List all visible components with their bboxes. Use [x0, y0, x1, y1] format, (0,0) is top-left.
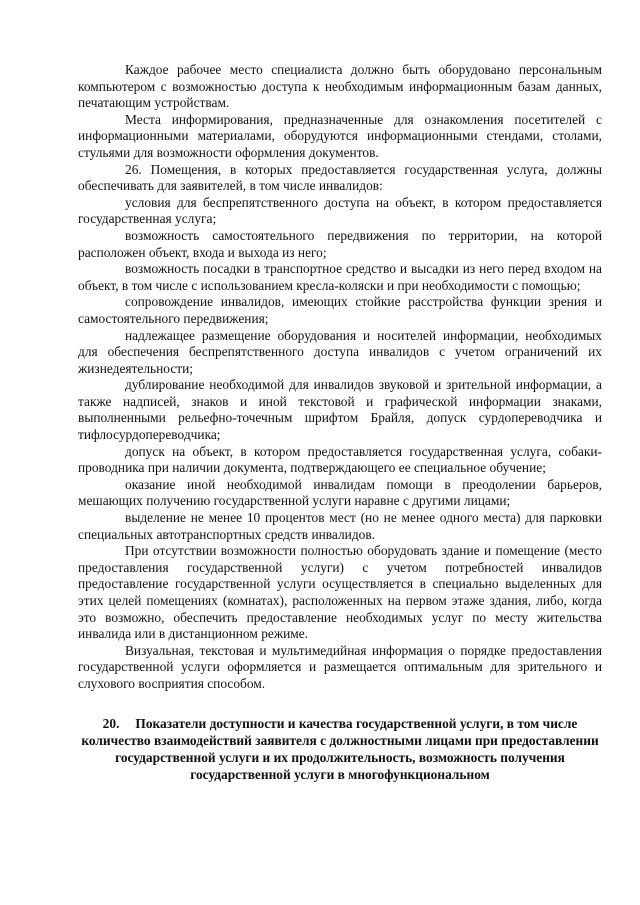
- list-item-parking: выделение не менее 10 процентов мест (но не менее одного места) для парковки специальных автотранспортных средств инвалидов.: [78, 510, 602, 542]
- paragraph-info-places: Места информирования, предназначенные для ознакомления посетителей с информационными материалами, оборудуются информационными стендами, столами, стульями для возможности оформления документов.: [78, 111, 602, 160]
- list-item-access-conditions: условия для беспрепятственного доступа на объект, в котором предоставляется государственная услуга;: [78, 194, 602, 227]
- section-heading-20: [78, 715, 602, 784]
- list-item-movement: возможность самостоятельного передвижения по территории, на которой расположен объект, входа и выхода из него;: [78, 227, 602, 260]
- paragraph-26: 26. Помещения, в которых предоставляется государственная услуга, должны обеспечивать для заявителей, в том числе инвалидов:: [78, 161, 602, 194]
- list-item-duplication: дублирование необходимой для инвалидов звуковой и зрительной информации, а также надписей, знаков и иной текстовой и графической информации знаками, выполненными рельефно-точечным шрифтом Брайля, допуск сурдопереводчика и тифлосурдопереводчика;: [78, 377, 602, 443]
- paragraph-workplace: Каждое рабочее место специалиста должно быть оборудовано персональным компьютером с возможностью доступа к необходимым информационным базам данных, печатающим устройствам.: [78, 62, 602, 111]
- paragraph-visual-info: Визуальная, текстовая и мультимедийная информация о порядке предоставления государственной услуги оформляется и размещается оптимальным для зрительного и слухового восприятия способом.: [78, 642, 602, 691]
- section-title: Показатели доступности и качества государственной услуги, в том числе количество взаимодействий заявителя с должностными лицами при предоставлении государственной услуги и их продолжительность, возможность получения государственной услуги в многофункциональном: [81, 715, 599, 783]
- list-item-boarding: возможность посадки в транспортное средство и высадки из него перед входом на объект, в том числе с использованием кресла-коляски и при необходимости с помощью;: [78, 261, 602, 293]
- list-item-equipment: надлежащее размещение оборудования и носителей информации, необходимых для обеспечения беспрепятственного доступа инвалидов с учетом ограничений их жизнедеятельности;: [78, 327, 602, 376]
- list-item-assistance: оказание иной необходимой инвалидам помощи в преодолении барьеров, мешающих получению государственной услуги наравне с другими лицами;: [78, 476, 602, 509]
- list-item-guide-dog: допуск на объект, в котором предоставляется государственная услуга, собаки-проводника при наличии документа, подтверждающего ее специальное обучение;: [78, 443, 602, 476]
- document-page: [78, 62, 602, 783]
- paragraph-alternative: При отсутствии возможности полностью оборудовать здание и помещение (место предоставления государственной услуги) с учетом потребностей инвалидов предоставление государственной услуги осуществляется в специально выделенных для этих целей помещениях (комнатах), расположенных на первом этаже здания, либо, когда это возможно, обеспечить предоставление необходимых услуг по месту жительства инвалида или в дистанционном режиме.: [78, 543, 602, 642]
- list-item-escort: сопровождение инвалидов, имеющих стойкие расстройства функции зрения и самостоятельного передвижения;: [78, 294, 602, 326]
- section-number: 20.: [102, 715, 120, 731]
